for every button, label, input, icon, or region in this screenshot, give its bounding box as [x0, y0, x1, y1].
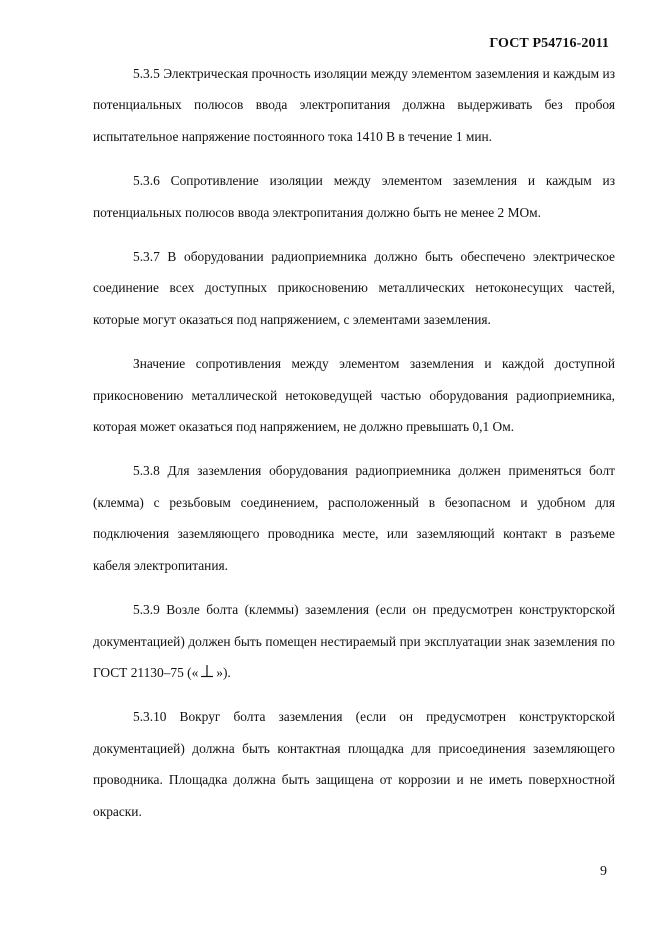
page-number: 9: [600, 864, 607, 879]
page-body: [93, 58, 615, 840]
paragraph-5-3-9: [93, 594, 615, 688]
paragraph-resistance-value: Значение сопротивления между элементом заземления и каждой доступной прикосновению металлической нетоковедущей частью оборудования радиоприемника, которая может оказаться под напряжением, не должно превышать 0,1 Ом.: [93, 356, 615, 435]
paragraph-5-3-9-text-after: »).: [216, 664, 231, 680]
paragraph-5-3-10: 5.3.10 Вокруг болта заземления (если он предусмотрен конструкторской документацией) должна быть контактная площадка для присоединения заземляющего проводника. Площадка должна быть защищена от коррозии и не иметь поверхностной окраски.: [93, 709, 615, 819]
paragraph-5-3-8: 5.3.8 Для заземления оборудования радиоприемника должен применяться болт (клемма) с резьбовым соединением, расположенный в безопасном и удобном для подключения заземляющего проводника месте, или заземляющий контакт в разъеме кабеля электропитания.: [93, 463, 615, 573]
paragraph-5-3-5: 5.3.5 Электрическая прочность изоляции между элементом заземления и каждым из потенциальных полюсов ввода электропитания должна выдерживать без пробоя испытательное напряжение постоянного тока 1410 В в течение 1 мин.: [93, 66, 615, 144]
paragraph-5-3-9-text-before: 5.3.9 Возле болта (клеммы) заземления (если он предусмотрен конструкторской документацией) должен быть помещен нестираемый при эксплуатации знак заземления по ГОСТ 21130–75 («: [93, 602, 615, 680]
document-code-header: ГОСТ Р54716-2011: [489, 36, 609, 51]
paragraph-5-3-7: 5.3.7 В оборудовании радиоприемника должно быть обеспечено электрическое соединение всех доступных прикосновению металлических нетоконесущих частей, которые могут оказаться под напряжением, с элементами заземления.: [93, 249, 615, 327]
paragraph-5-3-6: 5.3.6 Сопротивление изоляции между элементом заземления и каждым из потенциальных полюсов ввода электропитания должно быть не менее 2 МОм.: [93, 173, 615, 220]
ground-symbol-icon: [200, 665, 214, 678]
